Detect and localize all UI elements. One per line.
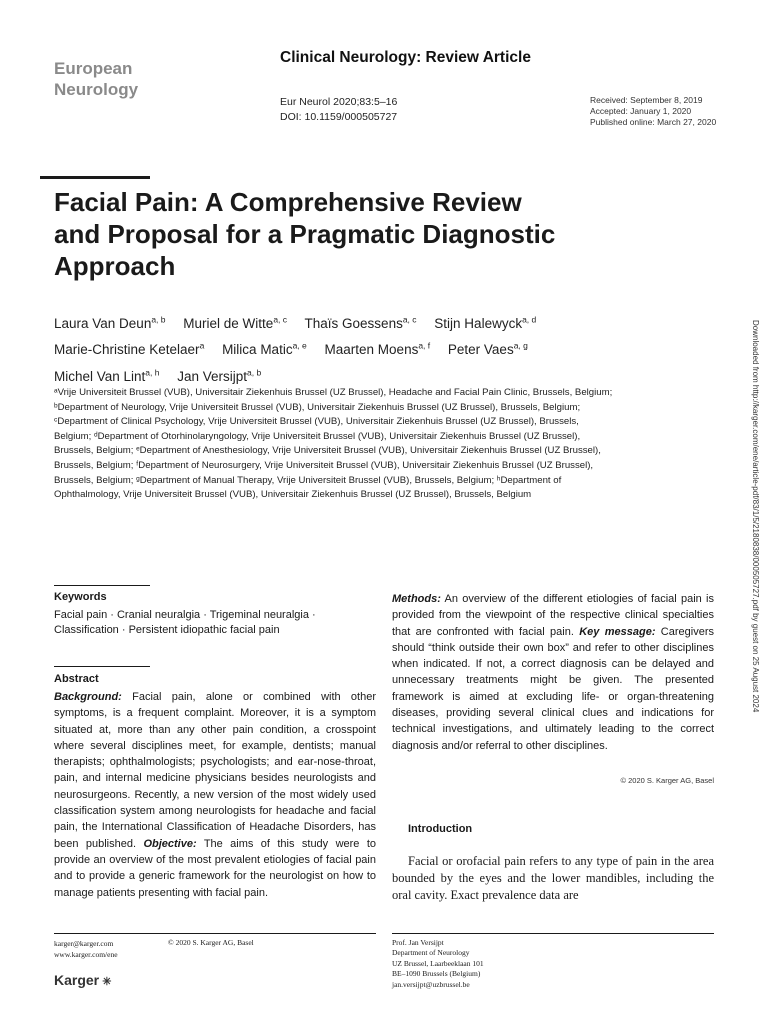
author[interactable]: Laura Van Deun$^{a, b}$ — [54, 314, 166, 331]
corr-dept: Department of Neurology — [392, 948, 470, 958]
key-message-label: Key message: — [579, 625, 656, 638]
author[interactable]: Muriel de Witte$^{a, c}$ — [183, 314, 288, 331]
affiliations: ᵃVrije Universiteit Brussel (VUB), Universitair Ziekenhuis Brussel (UZ Brussel), Headache and Facial Pain Clinic, Brussels, Belgium; ᵇDepartment of Neurology, Vrije Universiteit Brussel (VUB), Universitair Ziekenhuis Brussel (UZ Brussel), Brussels, Belgium; ᶜDepartment of Clinical Psychology, Vrije Universiteit Brussel (VUB), Universitair Ziekenhuis Brussel (UZ Brussel), Brussels, Belgium; ᵈDepartment of Otorhinolaryngology, Vrije Universiteit Brussel (VUB), Universitair Ziekenhuis Brussel (UZ Brussel), Brussels, Belgium; ᵉDepartment of Anesthesiology, Vrije Universiteit Brussel (VUB), Universitair Ziekenhuis Brussel (UZ Brussel), Brussels, Belgium; ᶠDepartment of Neurosurgery, Vrije Universiteit Brussel (VUB), Universitair Ziekenhuis Brussel (UZ Brussel), Brussels, Belgium; ᵍDepartment of Manual Therapy, Vrije Universiteit Brussel (VUB), Brussels, Belgium; ʰDepartment of Ophthalmology, Vrije Universiteit Brussel (VUB), Universitair Ziekenhuis Brussel (UZ Brussel), Brussels, Belgium — [54, 387, 613, 501]
sparkle-icon: ✳ — [99, 976, 112, 988]
keywords-text: Facial pain · Cranial neuralgia · Trigeminal neuralgia · Classification · Persistent idiopathic facial pain — [54, 609, 316, 636]
author[interactable]: Milica Matic$^{a, e}$ — [222, 340, 307, 357]
accepted-date: Accepted: January 1, 2020 — [590, 106, 692, 116]
footer-copyright: © 2020 S. Karger AG, Basel — [168, 938, 254, 947]
author[interactable]: Marie-Christine Ketelaer$^a$ — [54, 340, 205, 357]
author[interactable]: Peter Vaes$^{a, g}$ — [447, 340, 528, 357]
background-text: Facial pain, alone or combined with other symptoms, is a frequent complaint. Moreover, it is a symptom situated at, more than any other pain condition, a crosspoint where several disciplines meet, for example, dentists; manual therapists; ophthalmologists; psychologists; and ear-nose-throat, pain, and internal medicine physicians besides neurologists and neurosurgeons. Recently, a new version of the most widely used classification system among neurologists for headache and facial pain, the International Classification of Headache Disorders, has been published. — [54, 691, 376, 850]
footer-rule — [54, 933, 376, 934]
title-rule — [40, 176, 150, 179]
download-note: Downloaded from http://karger.com/ene/article-pdf/83/1/5/2180838/000505727.pdf by guest on 25 August 2024 — [751, 320, 760, 713]
abstract-left-column — [54, 689, 376, 901]
methods-text: An overview of the different etiologies of facial pain is provided from the viewpoint of the respective clinical specialties that are confronted with facial pain. — [392, 593, 714, 638]
journal-logo — [54, 58, 138, 100]
author-list — [54, 308, 654, 388]
author[interactable]: Jan Versijpt$^{a, b}$ — [177, 367, 262, 384]
keywords-heading: Keywords — [54, 591, 107, 603]
abstract-rule — [54, 666, 150, 667]
methods-label: Methods: — [392, 593, 441, 605]
title-line: Facial Pain: A Comprehensive Review — [54, 187, 522, 217]
correspondence-address — [392, 938, 484, 990]
key-message-text: Caregivers should “think outside their own box” and refer to other disciplines when indicated. If not, a correct diagnosis can be delayed and unnecessary treatments might be given. The presented framework is aimed at excluding life- or organ-threatening diseases, providing several clinical clues and indications for technical investigations, and ultimately leading to the correct diagnosis and/or referral to other disciplines. — [392, 625, 714, 752]
introduction-text: Facial or orofacial pain refers to any type of pain in the area bounded by the eyes and the lower mandibles, including the oral cavity. Exact prevalence data are — [392, 854, 714, 902]
article-dates — [590, 95, 716, 128]
corr-addr: UZ Brussel, Laarbeeklaan 101 — [392, 958, 484, 968]
abstract-heading: Abstract — [54, 673, 99, 685]
publisher-logo — [54, 972, 111, 988]
publisher-email[interactable]: karger@karger.com — [54, 939, 114, 948]
title-line: Approach — [54, 251, 176, 281]
objective-label: Objective: — [143, 837, 197, 850]
corr-name: Prof. Jan Versijpt — [392, 938, 444, 947]
footer-links — [54, 938, 118, 960]
author[interactable]: Thaïs Goessens$^{a, c}$ — [304, 314, 417, 331]
objective-text: The aims of this study were to provide an overview of the most prevalent etiologies of facial pain and to provide a generic framework for the neurologist on how to manage patients presenting with facial pain. — [54, 837, 376, 899]
background-label: Background: — [54, 691, 122, 703]
doi[interactable]: DOI: 10.1159/000505727 — [280, 111, 398, 123]
abstract-copyright: © 2020 S. Karger AG, Basel — [620, 776, 714, 785]
title-line: and Proposal for a Pragmatic Diagnostic — [54, 219, 556, 249]
footer-rule — [392, 933, 714, 934]
abstract-right-column — [392, 591, 714, 754]
received-date: Received: September 8, 2019 — [590, 95, 703, 105]
author[interactable]: Stijn Halewyck$^{a, d}$ — [434, 314, 537, 331]
corr-email[interactable]: jan.versijpt@uzbrussel.be — [392, 979, 470, 989]
corr-addr: BE–1090 Brussels (Belgium) — [392, 969, 481, 979]
author[interactable]: Michel Van Lint$^{a, h}$ — [54, 367, 160, 384]
published-date: Published online: March 27, 2020 — [590, 117, 717, 127]
journal-logo-line1: European — [54, 59, 133, 78]
citation-block — [280, 95, 397, 125]
article-title — [54, 186, 634, 282]
publisher-website[interactable]: www.karger.com/ene — [54, 950, 118, 959]
article-type: Clinical Neurology: Review Article — [280, 49, 531, 66]
author[interactable]: Maarten Moens$^{a, f}$ — [324, 340, 431, 357]
introduction-heading: Introduction — [408, 823, 473, 835]
publisher-name: Karger — [54, 972, 100, 988]
keywords-rule — [54, 585, 150, 586]
citation: Eur Neurol 2020;83:5–16 — [280, 96, 398, 108]
journal-logo-line2: Neurology — [54, 80, 139, 99]
